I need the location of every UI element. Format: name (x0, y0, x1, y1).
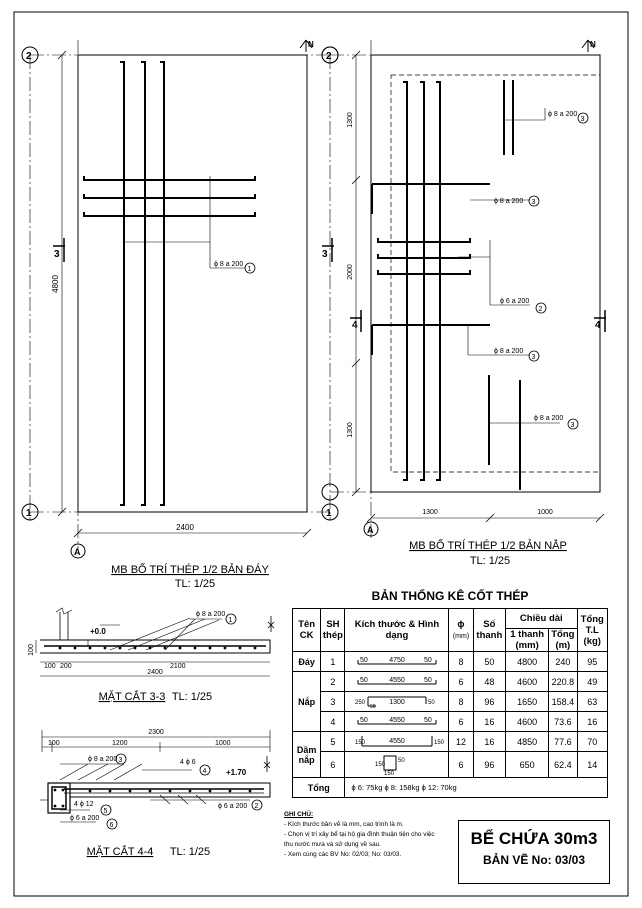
cell-count: 96 (473, 692, 506, 712)
rebar-label: ϕ 6 a 200 (70, 815, 100, 822)
cell-count: 48 (473, 672, 506, 692)
rebar-number: 4 (202, 768, 207, 775)
cell-len1: 4850 (506, 732, 549, 752)
section-mark-4: 4 (352, 320, 358, 331)
col-len-total: Tổng (m) (549, 629, 577, 652)
table-row (293, 752, 608, 778)
total-label: Tổng (293, 778, 345, 798)
col-phi-unit: (mm) (452, 632, 470, 640)
cell-len1: 650 (506, 752, 549, 778)
col-name: Tên CK (293, 609, 321, 652)
shape-end-left: 50 (359, 656, 368, 664)
shape-end-right: 150 (433, 739, 444, 746)
cell-kg: 95 (577, 652, 608, 672)
shape-main: 4550 (389, 676, 405, 684)
rebar-number: 1 (247, 266, 252, 273)
cell-phi: 6 (449, 672, 473, 692)
col-shape: Kích thước & Hình dạng (345, 609, 449, 652)
table-row (293, 712, 608, 732)
rebar-number: 3 (570, 422, 575, 429)
cell-count: 96 (473, 752, 506, 778)
dim-label: 100 (48, 740, 60, 747)
axis-label-a: A (367, 525, 374, 535)
cell-total: 73.6 (549, 712, 577, 732)
rebar-label: ϕ 8 a 200 (494, 198, 524, 205)
cell-shape (345, 732, 449, 752)
total-text: ϕ 6: 75kg ϕ 8: 158kg ϕ 12: 70kg (345, 778, 608, 798)
cell-sh: 1 (321, 652, 345, 672)
shape-end-right: 50 (427, 699, 435, 706)
section-mark-3: 3 (54, 249, 60, 260)
rebar-label: ϕ 8 a 200 (548, 111, 578, 118)
rebar-label: 4 ϕ 12 (74, 801, 94, 808)
col-len1: 1 thanh (mm) (506, 629, 549, 652)
rebar-number: 6 (109, 822, 114, 829)
cell-sh: 4 (321, 712, 345, 732)
shape-end-left: 250 (354, 699, 365, 706)
plan-left-title: MB BỐ TRÍ THÉP 1/2 BẢN ĐÁY (111, 564, 269, 576)
section-mark-4: 4 (595, 320, 601, 331)
dim-label: 2100 (170, 663, 186, 670)
dim-horizontal: 1000 (537, 509, 553, 516)
shape-main: 4550 (389, 716, 405, 724)
note-line: - Kích thước bản vẽ là mm, cao trình là m. (284, 821, 404, 828)
shape-end-left: 150 (354, 739, 365, 746)
sheet-number: BẢN VẼ No: 03/03 (482, 853, 586, 867)
cell-shape (345, 672, 449, 692)
cell-phi: 8 (449, 692, 473, 712)
shape-main: 1300 (389, 698, 405, 706)
col-length: Chiều dài (506, 609, 577, 629)
table-row (293, 692, 608, 712)
plan-right-title: MB BỐ TRÍ THÉP 1/2 BẢN NẮP (409, 540, 567, 552)
dim-horizontal: 1300 (422, 509, 438, 516)
group-label: Nắp (293, 672, 321, 732)
col-phi-symbol: ϕ (457, 618, 465, 630)
notes-heading: GHI CHÚ: (284, 811, 314, 818)
section-44-title: MẶT CẮT 4-4 (86, 846, 154, 858)
axis-label-1: 1 (26, 508, 32, 519)
cell-sh: 2 (321, 672, 345, 692)
plan-left (22, 40, 338, 558)
table-total-row (293, 778, 608, 798)
axis-label-2: 2 (326, 51, 332, 62)
dim-width: 2400 (176, 523, 194, 532)
rebar-number: 3 (118, 757, 123, 764)
dim-label: 100 (44, 663, 56, 670)
dim-vertical: 2000 (347, 264, 354, 280)
cell-total: 220.8 (549, 672, 577, 692)
shape-hook: 50 (369, 703, 376, 710)
cell-shape (345, 752, 449, 778)
dim-vertical: 1300 (347, 112, 354, 128)
plan-right-scale: TL: 1/25 (469, 555, 511, 567)
cell-total: 158.4 (549, 692, 577, 712)
notes (284, 810, 454, 860)
cell-kg: 70 (577, 732, 608, 752)
cell-len1: 4600 (506, 672, 549, 692)
section-44-scale: TL: 1/25 (169, 846, 211, 858)
cell-phi: 6 (449, 712, 473, 732)
cell-kg: 63 (577, 692, 608, 712)
rebar-number: 3 (531, 199, 536, 206)
shape-end-right: 50 (423, 716, 432, 724)
north-icon-left: N (308, 40, 314, 49)
rebar-number: 1 (228, 617, 233, 624)
shape-main: 150 (383, 770, 394, 777)
cell-total: 62.4 (549, 752, 577, 778)
shape-end-right: 50 (423, 656, 432, 664)
table-header-row (293, 609, 608, 629)
col-count: Số thanh (473, 609, 506, 652)
rebar-label: ϕ 8 a 200 (494, 348, 524, 355)
table-row (293, 732, 608, 752)
rebar-label: ϕ 8 a 200 (534, 415, 564, 422)
dim-label: 1200 (112, 740, 128, 747)
cell-sh: 3 (321, 692, 345, 712)
rebar-label: ϕ 8 a 200 (214, 261, 244, 268)
rebar-label: ϕ 8 a 200 (88, 756, 118, 763)
cell-len1: 4800 (506, 652, 549, 672)
cell-total: 77.6 (549, 732, 577, 752)
north-icon (268, 616, 274, 632)
dim-height: 4800 (51, 275, 60, 293)
col-weight: Tổng T.L (kg) (577, 609, 608, 652)
plan-left-scale: TL: 1/25 (174, 578, 216, 590)
table-row (293, 672, 608, 692)
col-sh: SH thép (321, 609, 345, 652)
rebar-schedule-table (292, 608, 608, 798)
schedule-title: BẢN THỐNG KÊ CỐT THÉP (371, 589, 529, 603)
shape-end-left: 50 (359, 676, 368, 684)
note-line: - Chọn vị trí xây bể tại hộ gia đình thuận tiện cho việc (284, 831, 435, 838)
rebar-label: ϕ 6 a 200 (500, 298, 530, 305)
note-line: thu nước mưa và sử dụng về sau. (284, 841, 381, 848)
dim-total: 2400 (147, 669, 163, 676)
cell-phi: 8 (449, 652, 473, 672)
cell-sh: 5 (321, 732, 345, 752)
axis-label-1: 1 (326, 508, 332, 519)
note-line: - Xem cùng các BV No: 02/03; No: 03/03. (284, 851, 402, 858)
cell-phi: 12 (449, 732, 473, 752)
axis-label-a: A (74, 547, 81, 557)
level-label: +0.0 (90, 627, 106, 636)
section-33-title: MẶT CẮT 3-3 (98, 691, 166, 703)
rebar-number: 5 (103, 808, 108, 815)
cell-count: 16 (473, 732, 506, 752)
shape-main: 4750 (389, 656, 405, 664)
section-33-rebar-dots (59, 647, 257, 650)
dim-label: 200 (60, 663, 72, 670)
section-mark-3: 3 (322, 249, 328, 260)
col-phi (449, 609, 473, 652)
north-icon (264, 756, 270, 772)
rebar-number: 2 (538, 306, 543, 313)
rebar-number: 3 (531, 354, 536, 361)
cell-shape (345, 712, 449, 732)
cell-total: 240 (549, 652, 577, 672)
dim-label: 1000 (215, 740, 231, 747)
cell-len1: 4600 (506, 712, 549, 732)
cell-len1: 1650 (506, 692, 549, 712)
title-block (458, 820, 610, 884)
rebar-number: 2 (254, 803, 259, 810)
axis-label-2: 2 (26, 51, 32, 62)
cell-phi: 6 (449, 752, 473, 778)
cell-sh: 6 (321, 752, 345, 778)
north-icon-right: N (590, 40, 596, 49)
section-33-scale: TL: 1/25 (171, 691, 213, 703)
shape-end-right: 50 (423, 676, 432, 684)
dim-thickness: 100 (28, 644, 35, 656)
dim-vertical: 1300 (347, 422, 354, 438)
cell-shape (345, 652, 449, 672)
cell-shape (345, 692, 449, 712)
shape-main: 4550 (389, 737, 405, 745)
cell-kg: 49 (577, 672, 608, 692)
cell-kg: 14 (577, 752, 608, 778)
shape-end-left: 50 (359, 716, 368, 724)
shape-end-right: 50 (397, 757, 405, 764)
rebar-label: 4 ϕ 6 (180, 759, 196, 766)
rebar-number: 3 (580, 116, 585, 123)
shape-end-left: 150 (374, 761, 385, 768)
dim-total: 2300 (148, 729, 164, 736)
group-label: Dầm nắp (293, 732, 321, 778)
rebar-label: ϕ 6 a 200 (218, 803, 248, 810)
level-label: +1.70 (226, 768, 247, 777)
cell-count: 16 (473, 712, 506, 732)
cell-count: 50 (473, 652, 506, 672)
table-row (293, 652, 608, 672)
group-label: Đáy (293, 652, 321, 672)
cell-kg: 16 (577, 712, 608, 732)
rebar-label: ϕ 8 a 200 (196, 611, 226, 618)
drawing-title: BỂ CHỨA 30m3 (470, 829, 598, 848)
